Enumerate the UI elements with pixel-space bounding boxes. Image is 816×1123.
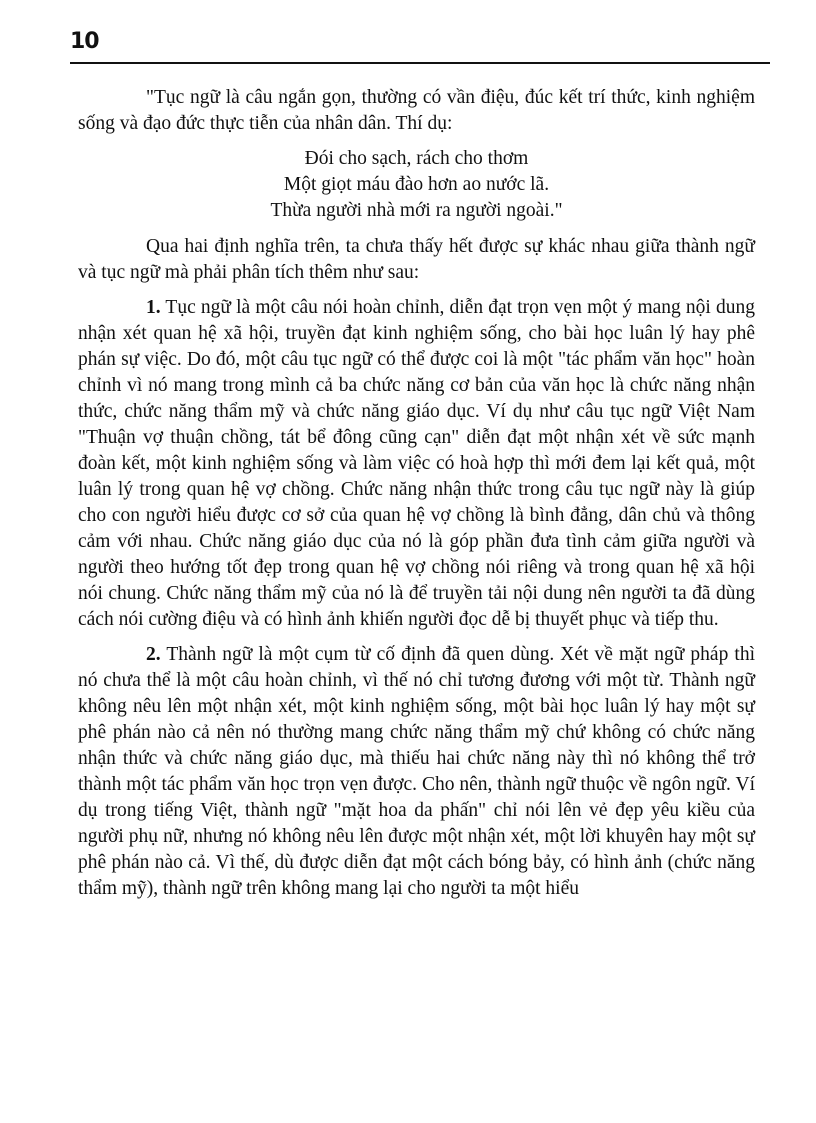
verse-block bbox=[78, 146, 755, 224]
verse-line: Đói cho sạch, rách cho thơm bbox=[304, 148, 529, 169]
page-header bbox=[70, 28, 770, 56]
transition-paragraph: Qua hai định nghĩa trên, ta chưa thấy hết được sự khác nhau giữa thành ngữ và tục ngữ mà phải phân tích thêm như sau: bbox=[78, 236, 755, 283]
body-text bbox=[78, 85, 755, 911]
page-number: 10 bbox=[70, 29, 99, 54]
header-rule bbox=[70, 62, 770, 64]
verse-line: Một giọt máu đào hơn ao nước lã. bbox=[283, 174, 550, 195]
point-2-text: Thành ngữ là một cụm từ cố định đã quen dùng. Xét về mặt ngữ pháp thì nó chưa thể là một câu hoàn chỉnh, vì thế nó chỉ tương đương với một từ. Thành ngữ không nêu lên một nhận xét, một kinh nghiệm sống, một bài học luân lý hay một sự phê phán nào cả nên nó thường mang chức năng thẩm mỹ chứ không có chức năng nhận thức và chức năng giáo dục, mà thiếu hai chức năng này thì nó không thể trở thành một tác phẩm văn học trọn vẹn được. Cho nên, thành ngữ thuộc về ngôn ngữ. Ví dụ trong tiếng Việt, thành ngữ "mặt hoa da phấn" chỉ nói lên vẻ đẹp yêu kiều của người phụ nữ, nhưng nó không nêu lên được một nhận xét, một lời khuyên hay một sự phê phán nào cả. Vì thế, dù được diễn đạt một cách bóng bảy, có hình ảnh (chức năng thẩm mỹ), thành ngữ trên không mang lại cho người ta một hiểu bbox=[78, 644, 755, 899]
point-1-paragraph bbox=[78, 295, 755, 633]
intro-paragraph: "Tục ngữ là câu ngắn gọn, thường có vần điệu, đúc kết trí thức, kinh nghiệm sống và đạo đức thực tiễn của nhân dân. Thí dụ: bbox=[78, 87, 755, 134]
point-1-text: Tục ngữ là một câu nói hoàn chỉnh, diễn đạt trọn vẹn một ý mang nội dung nhận xét quan hệ xã hội, truyền đạt kinh nghiệm sống, cho bài học luân lý hay phê phán sự việc. Do đó, một câu tục ngữ có thể được coi là một "tác phẩm văn học" hoàn chỉnh vì nó mang trong mình cả ba chức năng cơ bản của văn học là chức năng nhận thức, chức năng thẩm mỹ và chức năng giáo dục. Ví dụ như câu tục ngữ Việt Nam "Thuận vợ thuận chồng, tát bể đông cũng cạn" diễn đạt một nhận xét về sức mạnh đoàn kết, một kinh nghiệm sống và làm việc có hoà hợp thì mới đem lại kết quả, một luân lý trong quan hệ vợ chồng. Chức năng nhận thức trong câu tục ngữ này là giúp cho con người hiểu được cơ sở của quan hệ vợ chồng là bình đẳng, dân chủ và thông cảm với nhau. Chức năng giáo dục của nó là góp phần đưa tình cảm giữa người và người theo hướng tốt đẹp trong quan hệ vợ chồng nói riêng và trong quan hệ xã hội nói chung. Chức năng thẩm mỹ của nó là để truyền tải nội dung nên người ta đã dùng cách nói cường điệu và có hình ảnh khiến người đọc dễ bị thuyết phục và tiếp thu. bbox=[78, 297, 755, 630]
point-2-number: 2. bbox=[146, 644, 161, 665]
verse-line: Thừa người nhà mới ra người ngoài." bbox=[270, 200, 563, 221]
point-2-paragraph bbox=[78, 642, 755, 902]
point-1-number: 1. bbox=[146, 297, 161, 318]
